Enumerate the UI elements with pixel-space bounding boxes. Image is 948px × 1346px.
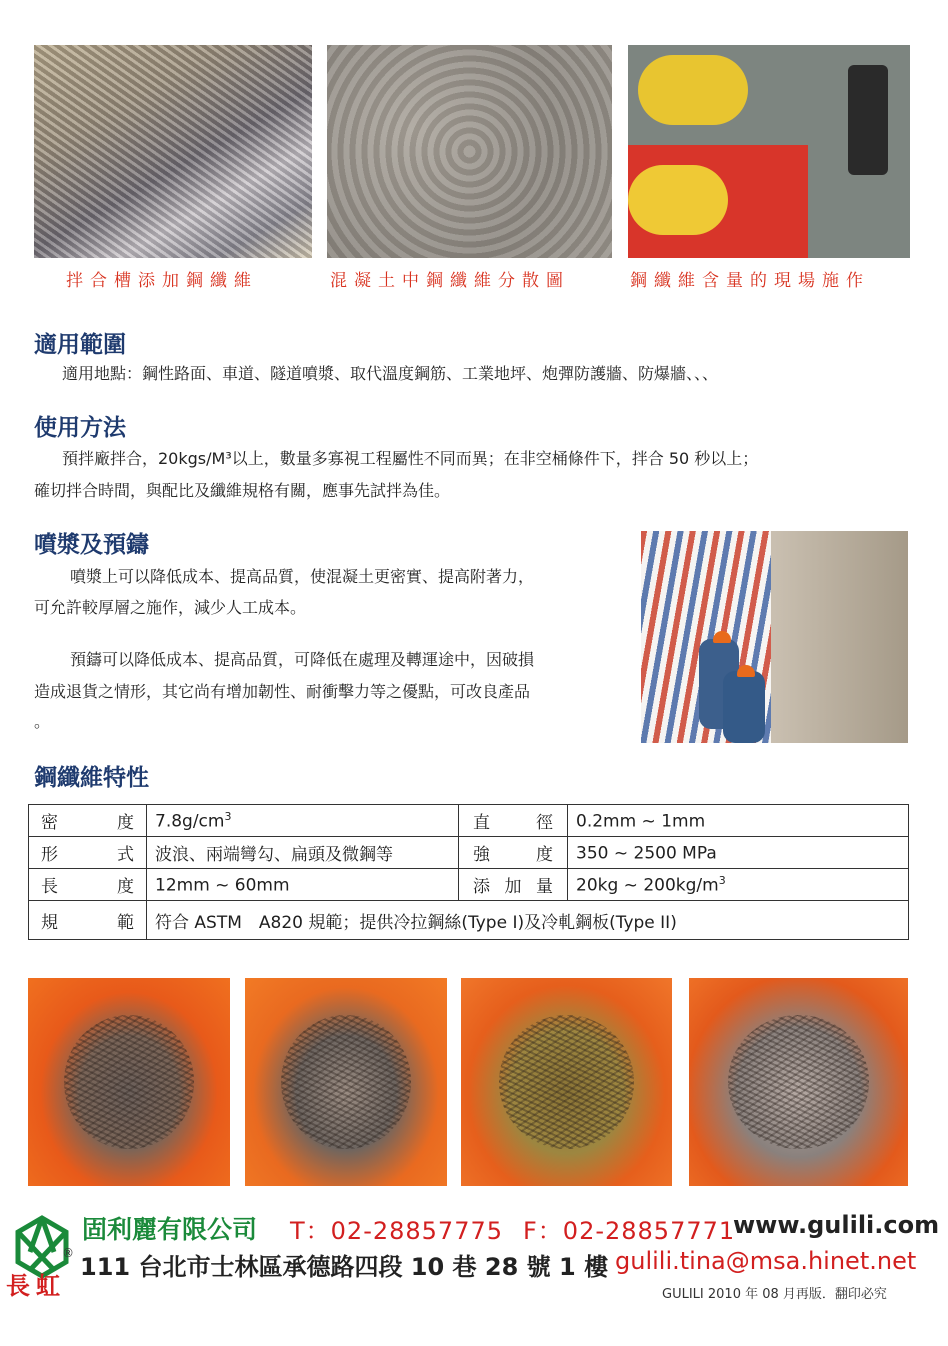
caption-mixing-tank: 拌合槽添加鋼纖維 (66, 271, 258, 291)
shotcrete-p1-line-2: 可允許較厚層之施作，減少人工成本。 (34, 598, 307, 617)
photo-fiber-wavy (245, 978, 447, 1186)
prop-value: 符合 ASTM A820 規範；提供冷拉鋼絲(Type I)及冷軋鋼板(Type II) (147, 901, 909, 940)
website-link[interactable]: www.gulili.com (733, 1211, 940, 1239)
photo-mixing-tank (34, 45, 312, 258)
photo-site-work (628, 45, 910, 258)
prop-value: 波浪、兩端彎勾、扁頭及微鋼等 (147, 837, 459, 869)
logo-text: 長虹 (6, 1271, 66, 1300)
shotcrete-p1-line-1: 噴漿上可以降低成本、提高品質，使混凝土更密實、提高附著力， (70, 567, 535, 586)
photo-fiber-micro (461, 978, 672, 1186)
scope-text: 適用地點：鋼性路面、車道、隧道噴漿、取代溫度鋼筋、工業地坪、炮彈防護牆、防爆牆、、、 (62, 364, 719, 383)
section-heading-scope: 適用範圍 (34, 332, 126, 358)
table-row (29, 837, 909, 869)
prop-label: 強度 (459, 837, 568, 869)
section-heading-usage: 使用方法 (34, 415, 126, 441)
prop-label: 添加量 (459, 869, 568, 901)
prop-label: 形式 (29, 837, 147, 869)
photo-shotcrete-workers (641, 531, 908, 743)
company-name: 固利麗有限公司 (82, 1215, 258, 1244)
photo-fiber-flat (689, 978, 908, 1186)
section-heading-properties: 鋼纖維特性 (34, 765, 149, 791)
fax: F：02-28857771 (523, 1217, 736, 1245)
properties-table (28, 804, 909, 940)
section-heading-shotcrete: 噴漿及預鑄 (34, 532, 149, 558)
usage-line-1: 預拌廠拌合，20kgs/M³以上，數量多寡視工程屬性不同而異；在非空桶條件下，拌合 50 秒以上； (62, 449, 759, 468)
telephone: T：02-28857775 (290, 1217, 504, 1245)
address: 111 台北市士林區承德路四段 10 巷 28 號 1 樓 (80, 1253, 609, 1281)
prop-label: 密度 (29, 805, 147, 837)
prop-value: 20kg ~ $200kg/m^3$ (568, 869, 909, 901)
precast-p2-line-1: 預鑄可以降低成本、提高品質，可降低在處理及轉運途中，因破損 (70, 650, 535, 669)
precast-p2-line-2: 造成退貨之情形，其它尚有增加韌性、耐衝擊力等之優點，可改良產品 (34, 682, 531, 701)
precast-p2-line-3: 。 (34, 712, 51, 731)
registered-mark: ® (62, 1246, 74, 1260)
prop-label: 直徑 (459, 805, 568, 837)
caption-site-work: 鋼纖維含量的現場施作 (630, 271, 870, 291)
prop-label: 長度 (29, 869, 147, 901)
prop-value: 350 ~ 2500 MPa (568, 837, 909, 869)
table-row (29, 805, 909, 837)
photo-fiber-straight (28, 978, 230, 1186)
table-row (29, 901, 909, 940)
prop-value: 12mm ~ 60mm (147, 869, 459, 901)
usage-line-2: 確切拌合時間，與配比及纖維規格有關，應事先試拌為佳。 (34, 481, 451, 500)
email-link[interactable]: gulili.tina@msa.hinet.net (615, 1247, 917, 1275)
prop-value: 0.2mm ~ 1mm (568, 805, 909, 837)
edition-note: GULILI 2010 年 08 月再版．翻印必究 (662, 1287, 887, 1302)
prop-label: 規範 (29, 901, 147, 940)
prop-value: $7.8g/cm^3$ (147, 805, 459, 837)
caption-fiber-dispersion: 混凝土中鋼纖維分散圖 (330, 271, 570, 291)
table-row (29, 869, 909, 901)
photo-fiber-dispersion (327, 45, 612, 258)
